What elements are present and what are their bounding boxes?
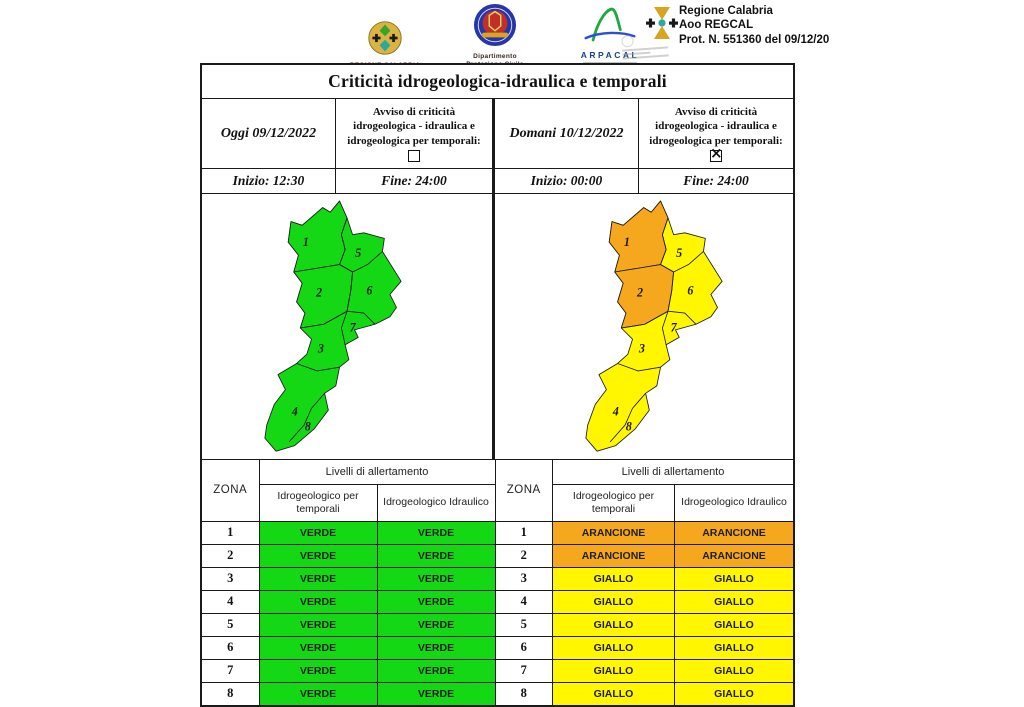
today-zona-header: ZONA	[202, 460, 259, 521]
map-cell-today	[202, 194, 495, 459]
alert-tables-row	[202, 460, 793, 705]
tomorrow-inizio: Inizio: 00:00	[495, 169, 639, 193]
table-row: 5 GIALLO GIALLO	[496, 613, 794, 636]
protocol-block	[679, 4, 829, 47]
map-cell-tomorrow	[495, 194, 793, 459]
tomorrow-date: Domani 10/12/2022	[495, 99, 639, 168]
protocol-line-2: Aoo REGCAL	[679, 19, 754, 32]
table-row: 3 GIALLO GIALLO	[496, 567, 794, 590]
title-row	[202, 65, 793, 99]
table-row: 8 VERDE VERDE	[202, 682, 495, 705]
logo-caption-dipartimento: Dipartimento	[473, 53, 517, 60]
today-date: Oggi 09/12/2022	[202, 99, 336, 168]
table-row: 7 VERDE VERDE	[202, 659, 495, 682]
table-row: 4 GIALLO GIALLO	[496, 590, 794, 613]
map-today	[263, 197, 403, 459]
table-row: 1 VERDE VERDE	[202, 521, 495, 544]
tomorrow-notice-checkbox	[710, 150, 722, 162]
today-group-header: Livelli di allertamento	[259, 460, 495, 484]
tomorrow-fine: Fine: 24:00	[683, 173, 749, 188]
faint-stamp-decor	[621, 32, 669, 61]
time-row	[202, 169, 793, 194]
tomorrow-col-idraulico: Idrogeologico Idraulico	[675, 484, 794, 521]
map-tomorrow	[584, 197, 724, 459]
protocol-line-1: Regione Calabria	[679, 5, 773, 17]
table-row: 7 GIALLO GIALLO	[496, 659, 794, 682]
logo-regione-calabria	[345, 20, 425, 69]
table-row: 5 VERDE VERDE	[202, 613, 495, 636]
today-alert-table	[202, 460, 496, 705]
tomorrow-zona-header: ZONA	[496, 460, 553, 521]
protocol-line-3: Prot. N. 551360 del 09/12/20	[679, 33, 830, 46]
today-fine: Fine: 24:00	[336, 169, 495, 193]
table-row: 3 VERDE VERDE	[202, 567, 495, 590]
bulletin	[200, 63, 795, 707]
table-row: 2 ARANCIONE ARANCIONE	[496, 544, 794, 567]
tomorrow-alert-table	[496, 460, 794, 705]
table-row: 6 VERDE VERDE	[202, 636, 495, 659]
tomorrow-notice-text: Avviso di criticità idrogeologica - idraulica e idrogeologica per temporali:	[649, 106, 783, 147]
table-row: 4 VERDE VERDE	[202, 590, 495, 613]
today-notice-text: Avviso di criticità idrogeologica - idraulica e idrogeologica per temporali:	[347, 106, 481, 147]
tomorrow-group-header: Livelli di allertamento	[553, 460, 794, 484]
regione-calabria-emblem-icon	[367, 20, 403, 56]
logo-caption-arpacal: ARPACAL	[580, 50, 640, 60]
today-inizio: Inizio: 12:30	[202, 169, 336, 193]
tomorrow-col-temporali: Idrogeologico per temporali	[553, 484, 675, 521]
date-notice-row	[202, 99, 793, 169]
today-col-temporali: Idrogeologico per temporali	[259, 484, 377, 521]
logo-protezione-civile	[455, 3, 535, 69]
tomorrow-notice	[639, 99, 793, 168]
today-col-idraulico: Idrogeologico Idraulico	[377, 484, 495, 521]
header-logos	[0, 0, 1024, 62]
today-notice-checkbox	[408, 150, 420, 162]
table-row: 8 GIALLO GIALLO	[496, 682, 794, 705]
table-row: 6 GIALLO GIALLO	[496, 636, 794, 659]
table-row: 1 ARANCIONE ARANCIONE	[496, 521, 794, 544]
table-row: 2 VERDE VERDE	[202, 544, 495, 567]
today-notice	[336, 99, 495, 168]
protezione-civile-emblem-icon	[473, 3, 517, 47]
page-title: Criticità idrogeologica-idraulica e temporali	[328, 71, 667, 91]
maps-row	[202, 194, 793, 460]
